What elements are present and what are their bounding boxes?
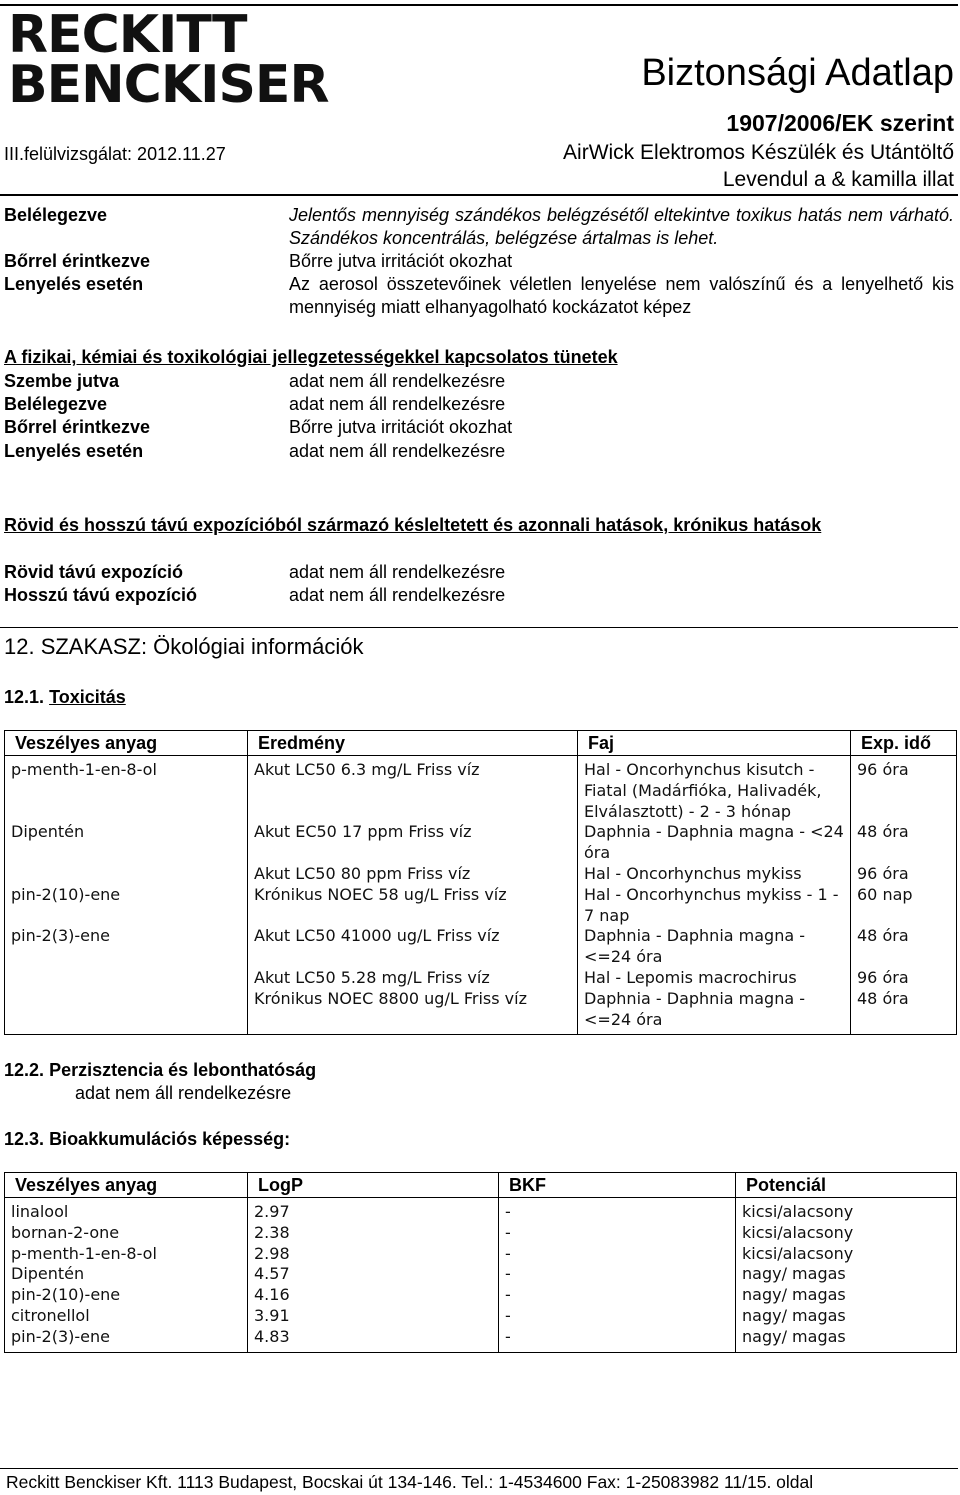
cell-line: Daphnia - Daphnia magna -	[584, 926, 806, 946]
cell-line: 2.98	[254, 1243, 290, 1263]
bioaccumulation-heading	[4, 1128, 290, 1151]
bioaccumulation-data-row	[5, 1198, 957, 1353]
section-12-title: 12. SZAKASZ: Ökológiai információk	[4, 634, 364, 659]
cell-line: -	[505, 1305, 511, 1325]
bio-potential-cell	[736, 1198, 957, 1353]
bio-substance-cell	[5, 1198, 248, 1353]
cell-line: 96 óra	[857, 760, 909, 779]
cell-line: Hal - Oncorhynchus mykiss - 1 -	[584, 884, 839, 904]
cell-line: Hal - Lepomis macrochirus	[584, 967, 797, 987]
cell-line: pin-2(3)-ene	[11, 1326, 110, 1346]
cell-line: -	[505, 1243, 511, 1263]
toxicity-heading	[4, 686, 126, 709]
cell-line: Dipentén	[11, 822, 85, 842]
col-header-substance: Veszélyes anyag	[5, 731, 248, 756]
toxicity-species-cell	[578, 756, 851, 1035]
long-term-label: Hosszú távú expozíció	[4, 585, 198, 605]
cell-line: 4.83	[254, 1326, 290, 1346]
col-header-species: Faj	[578, 731, 851, 756]
cell-line: 48 óra	[857, 822, 909, 842]
cell-line: 60 nap	[857, 884, 913, 904]
cell-line: Elválasztott) - 2 - 3 hónap	[584, 801, 792, 821]
cell-line	[11, 947, 241, 968]
cell-line: bornan-2-one	[11, 1222, 120, 1242]
symptom-inhalation-label: Belélegezve	[4, 394, 108, 414]
short-term-value: adat nem áll rendelkezésre	[289, 562, 506, 582]
symptom-eye-label: Szembe jutva	[4, 371, 120, 391]
header-bottom-rule	[0, 194, 958, 196]
cell-line: Akut LC50 80 ppm Friss víz	[254, 863, 471, 883]
cell-line	[254, 947, 571, 968]
col-header-potential: Potenciál	[736, 1173, 957, 1198]
col-header-logp: LogP	[248, 1173, 499, 1198]
cell-line: <=24 óra	[584, 1009, 663, 1029]
toxicity-data-row	[5, 756, 957, 1035]
symptom-inhalation-value: adat nem áll rendelkezésre	[289, 394, 506, 414]
section-rule	[0, 627, 958, 628]
cell-line: kicsi/alacsony	[742, 1243, 854, 1263]
cell-line: 2.97	[254, 1202, 290, 1221]
cell-line: pin-2(10)-ene	[11, 884, 121, 904]
cell-line: Daphnia - Daphnia magna - <24	[584, 822, 844, 842]
inhalation-text: Jelentős mennyiség szándékos belégzésétől eltekintve toxikus hatás nem várható. Szándékos koncentrálás, belégzése ártalmas is lehet.	[289, 205, 954, 248]
cell-line: <=24 óra	[584, 947, 663, 967]
cell-line	[11, 843, 241, 864]
cell-line: Daphnia - Daphnia magna -	[584, 988, 806, 1008]
cell-line	[857, 802, 950, 823]
footer-text: Reckitt Benckiser Kft. 1113 Budapest, Bocskai út 134-146. Tel.: 1-4534600 Fax: 1-25083982 11/15. oldal	[6, 1472, 814, 1492]
col-header-substance: Veszélyes anyag	[5, 1173, 248, 1198]
cell-line: -	[505, 1326, 511, 1346]
persistence-title: Perzisztencia és lebonthatóság	[49, 1060, 317, 1080]
cell-line: Hal - Oncorhynchus kisutch -	[584, 760, 815, 779]
cell-line: -	[505, 1285, 511, 1305]
cell-line: óra	[584, 843, 611, 863]
company-logo	[8, 5, 329, 115]
symptoms-heading: A fizikai, kémiai és toxikológiai jellegzetességekkel kapcsolatos tünetek	[4, 347, 618, 367]
cell-line: Hal - Oncorhynchus mykiss	[584, 863, 802, 883]
effects-heading: Rövid és hosszú távú expozícióból származó késleltetett és azonnali hatások, krónikus hatások	[4, 515, 822, 535]
cell-line	[857, 1010, 950, 1031]
toxicity-table	[4, 730, 957, 1035]
regulation: 1907/2006/EK szerint	[726, 110, 954, 136]
header-top-rule	[0, 4, 958, 6]
symptom-skin-label: Bőrrel érintkezve	[4, 417, 151, 437]
cell-line	[11, 968, 241, 989]
long-term-value: adat nem áll rendelkezésre	[289, 585, 506, 605]
toxicity-substance-cell	[5, 756, 248, 1035]
cell-line: nagy/ magas	[742, 1285, 846, 1305]
symptom-eye-value: adat nem áll rendelkezésre	[289, 371, 506, 391]
inhalation-label: Belélegezve	[4, 205, 108, 225]
cell-line	[857, 843, 950, 864]
bioaccumulation-table	[4, 1172, 957, 1353]
cell-line: Krónikus NOEC 8800 ug/L Friss víz	[254, 988, 527, 1008]
cell-line: 4.16	[254, 1285, 290, 1305]
persistence-value: adat nem áll rendelkezésre	[75, 1083, 292, 1103]
cell-line	[11, 864, 241, 885]
cell-line: Akut EC50 17 ppm Friss víz	[254, 822, 472, 842]
cell-line: Fiatal (Madárfióka, Halivadék,	[584, 780, 822, 800]
cell-line: 2.38	[254, 1222, 290, 1242]
cell-line	[11, 989, 241, 1010]
cell-line: nagy/ magas	[742, 1264, 846, 1284]
cell-line: nagy/ magas	[742, 1326, 846, 1346]
revision-date: III.felülvizsgálat: 2012.11.27	[4, 144, 226, 164]
cell-line	[11, 1010, 241, 1031]
ingestion-text: Az aerosol összetevőinek véletlen lenyelése nem valószínű és a lenyelhető kis mennyiség miatt elhanyagolható kockázatot képez	[289, 274, 954, 317]
col-header-exposure-time: Exp. idő	[851, 731, 957, 756]
skin-text: Bőrre jutva irritációt okozhat	[289, 251, 513, 271]
cell-line: pin-2(3)-ene	[11, 926, 110, 946]
cell-line: Akut LC50 5.28 mg/L Friss víz	[254, 967, 490, 987]
cell-line: Akut LC50 6.3 mg/L Friss víz	[254, 760, 480, 779]
cell-line: kicsi/alacsony	[742, 1222, 854, 1242]
product-variant: Levendul a & kamilla illat	[722, 168, 954, 191]
cell-line: p-menth-1-en-8-ol	[11, 1243, 157, 1263]
cell-line: 96 óra	[857, 967, 909, 987]
bioaccumulation-title: Bioakkumulációs képesség:	[49, 1129, 291, 1149]
persistence-number: 12.2.	[4, 1060, 45, 1080]
logo-line-1: RECKITT	[8, 5, 247, 65]
cell-line: kicsi/alacsony	[742, 1202, 854, 1221]
cell-line: -	[505, 1222, 511, 1242]
cell-line	[11, 781, 241, 802]
cell-line: -	[505, 1202, 511, 1221]
symptom-skin-value: Bőrre jutva irritációt okozhat	[289, 417, 513, 437]
bio-bkf-cell	[499, 1198, 736, 1353]
bioaccumulation-number: 12.3.	[4, 1129, 45, 1149]
cell-line	[254, 802, 571, 823]
symptom-ingestion-value: adat nem áll rendelkezésre	[289, 441, 506, 461]
cell-line: -	[505, 1264, 511, 1284]
col-header-bkf: BKF	[499, 1173, 736, 1198]
cell-line: 96 óra	[857, 863, 909, 883]
cell-line: Krónikus NOEC 58 ug/L Friss víz	[254, 884, 507, 904]
cell-line: 48 óra	[857, 988, 909, 1008]
product-name: AirWick Elektromos Készülék és Utántöltő	[563, 141, 954, 164]
persistence-heading	[4, 1059, 316, 1082]
toxicity-number: 12.1.	[4, 687, 45, 707]
skin-label: Bőrrel érintkezve	[4, 251, 151, 271]
col-header-result: Eredmény	[248, 731, 578, 756]
cell-line: p-menth-1-en-8-ol	[11, 760, 157, 779]
cell-line: 48 óra	[857, 926, 909, 946]
cell-line: linalool	[11, 1202, 69, 1221]
cell-line: 7 nap	[584, 905, 630, 925]
cell-line	[254, 843, 571, 864]
cell-line	[857, 906, 950, 927]
cell-line: Akut LC50 41000 ug/L Friss víz	[254, 926, 500, 946]
cell-line: Dipentén	[11, 1264, 85, 1284]
toxicity-result-cell	[248, 756, 578, 1035]
cell-line	[254, 906, 571, 927]
cell-line: nagy/ magas	[742, 1305, 846, 1325]
cell-line: pin-2(10)-ene	[11, 1285, 121, 1305]
toxicity-header-row	[5, 731, 957, 756]
cell-line	[11, 802, 241, 823]
cell-line: citronellol	[11, 1305, 90, 1325]
symptom-ingestion-label: Lenyelés esetén	[4, 441, 144, 461]
cell-line	[857, 781, 950, 802]
bioaccumulation-header-row	[5, 1173, 957, 1198]
cell-line: 3.91	[254, 1305, 290, 1325]
ingestion-label: Lenyelés esetén	[4, 274, 144, 294]
footer-rule	[0, 1468, 958, 1469]
cell-line	[857, 947, 950, 968]
cell-line: 4.57	[254, 1264, 290, 1284]
cell-line	[254, 781, 571, 802]
logo-line-2: BENCKISER	[8, 55, 329, 115]
toxicity-title: Toxicitás	[49, 687, 126, 707]
bio-logp-cell	[248, 1198, 499, 1353]
cell-line	[254, 1010, 571, 1031]
cell-line	[11, 906, 241, 927]
document-title: Biztonsági Adatlap	[641, 52, 954, 94]
toxicity-time-cell	[851, 756, 957, 1035]
short-term-label: Rövid távú expozíció	[4, 562, 184, 582]
